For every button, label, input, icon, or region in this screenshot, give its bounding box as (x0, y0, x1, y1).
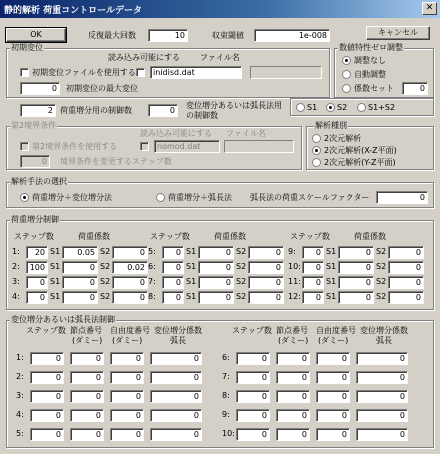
disp-row-id: 2: (16, 372, 24, 381)
load-s2-input[interactable]: 0 (248, 291, 284, 304)
disp-control-input[interactable]: 0 (148, 104, 178, 117)
initial-filename-label: ファイル名 (200, 53, 240, 62)
load-s2-label: S2 (236, 292, 247, 301)
load-s1-label: S1 (186, 262, 197, 271)
load-s1-label: S1 (186, 247, 197, 256)
load-step-header: ステップ数 (150, 232, 190, 241)
load-s1-label: S1 (186, 277, 197, 286)
disp-step-input[interactable]: 0 (30, 409, 64, 422)
load-s2-input[interactable]: 0 (112, 276, 148, 289)
disp-coef-input[interactable]: 0 (150, 390, 202, 403)
adjust-coef-input[interactable]: 0 (402, 82, 428, 95)
load-s1-label: S1 (326, 292, 337, 301)
disp-step-header: ステップ数 (26, 326, 66, 335)
method-arc-radio[interactable] (156, 193, 165, 202)
load-row-id: 6: (148, 262, 156, 271)
use-initial-file-checkbox[interactable] (20, 68, 29, 77)
load-row-id: 10: (288, 262, 301, 271)
initial-browse-field[interactable] (250, 66, 322, 79)
disp-dof-input[interactable]: 0 (316, 390, 350, 403)
load-row-id: 8: (148, 292, 156, 301)
load-row-id: 3: (12, 277, 20, 286)
disp-row-id: 3: (16, 391, 24, 400)
load-row-id: 7: (148, 277, 156, 286)
disp-node-input[interactable]: 0 (70, 352, 104, 365)
load-s1-input[interactable]: 0 (198, 246, 234, 259)
load-step-input[interactable]: 0 (302, 291, 324, 304)
s2-radio[interactable] (326, 103, 335, 112)
initial-max-label: 初期変位の最大変位 (66, 84, 138, 93)
cancel-button[interactable]: キャンセル (366, 26, 430, 40)
disp-dof-input[interactable]: 0 (110, 390, 144, 403)
disp-row-id: 9: (222, 410, 230, 419)
load-coef-header: 荷重係数 (78, 232, 110, 241)
analysis-title: 解析種別 (315, 121, 347, 130)
load-row-id: 11: (288, 277, 301, 286)
load-s2-input[interactable]: 0.02 (112, 261, 148, 274)
load-row-id: 12: (288, 292, 301, 301)
load-s2-input[interactable]: 0 (388, 261, 424, 274)
load-s2-label: S2 (376, 262, 387, 271)
load-step-input[interactable]: 0 (26, 276, 48, 289)
initial-max-input[interactable]: 0 (20, 82, 60, 95)
load-s2-label: S2 (236, 262, 247, 271)
load-s1-input[interactable]: 0.05 (62, 246, 98, 259)
disp-row-id: 6: (222, 353, 230, 362)
load-s2-input[interactable]: 0 (248, 276, 284, 289)
load-step-input[interactable]: 0 (302, 276, 324, 289)
analysis-xz-label: 2次元解析(X-Z平面) (324, 146, 397, 155)
s1s2-radio[interactable] (357, 103, 366, 112)
load-s1-label: S1 (326, 262, 337, 271)
disp-step-header: ステップ数 (232, 326, 272, 335)
load-step-input[interactable]: 0 (302, 246, 324, 259)
analysis-yz-label: 2次元解析(Y-Z平面) (324, 158, 396, 167)
load-row-id: 1: (12, 247, 20, 256)
method-arc-label: 荷重増分＋弧長法 (168, 193, 232, 202)
initial-filename-input[interactable]: inidisd.dat (150, 66, 242, 79)
load-step-input[interactable]: 0 (302, 261, 324, 274)
window-title: 静的解析 荷重コントロールデータ (4, 6, 142, 16)
iter-input[interactable]: 10 (148, 29, 188, 42)
disp-row-id: 5: (16, 429, 24, 438)
disp-coef-input[interactable]: 0 (150, 409, 202, 422)
disp-coef-input[interactable]: 0 (356, 352, 408, 365)
load-row-id: 2: (12, 262, 20, 271)
use-second-checkbox[interactable] (20, 142, 29, 151)
disp-step-input[interactable]: 0 (236, 390, 270, 403)
disp-node-header: 節点番号 (276, 326, 308, 335)
load-s1-label: S1 (50, 292, 61, 301)
load-s1-label: S1 (326, 277, 337, 286)
disp-step-input[interactable]: 0 (236, 352, 270, 365)
disp-dof-input[interactable]: 0 (316, 428, 350, 441)
load-step-input[interactable]: 0 (162, 246, 184, 259)
load-s1-input[interactable]: 0 (62, 276, 98, 289)
load-control-label: 荷重増分用の制御数 (60, 106, 132, 115)
load-s2-label: S2 (100, 247, 111, 256)
load-step-header: ステップ数 (290, 232, 330, 241)
load-s2-input[interactable]: 0 (388, 276, 424, 289)
adjust-auto-label: 自動調整 (354, 70, 386, 79)
load-s1-input[interactable]: 0 (198, 261, 234, 274)
disp-coef-input[interactable]: 0 (356, 409, 408, 422)
disp-coef-sub: 弧長 (170, 336, 186, 345)
load-s1-input[interactable]: 0 (338, 261, 374, 274)
initial-title: 初期変位 (11, 43, 43, 52)
disp-dof-input[interactable]: 0 (110, 352, 144, 365)
disp-node-sub: (ダミー) (278, 336, 309, 345)
adjust-none-label: 調整なし (354, 56, 386, 65)
disp-coef-input[interactable]: 0 (356, 428, 408, 441)
load-s2-label: S2 (376, 277, 387, 286)
load-s1-input[interactable]: 0 (338, 246, 374, 259)
disp-coef-input[interactable]: 0 (150, 371, 202, 384)
disp-node-input[interactable]: 0 (276, 352, 310, 365)
method-title: 解析手法の選択 (11, 177, 67, 186)
disp-node-input[interactable]: 0 (70, 371, 104, 384)
load-s2-input[interactable]: 0 (248, 246, 284, 259)
disp-dof-input[interactable]: 0 (316, 352, 350, 365)
load-s2-input[interactable]: 0 (112, 246, 148, 259)
method-disp-radio[interactable] (20, 193, 29, 202)
disp-row-id: 4: (16, 410, 24, 419)
load-step-input[interactable]: 0 (162, 276, 184, 289)
load-s2-label: S2 (100, 262, 111, 271)
load-s1-input[interactable]: 0 (198, 276, 234, 289)
load-s2-label: S2 (236, 247, 247, 256)
disp-dof-sub: (ダミー) (112, 336, 143, 345)
disp-step-input[interactable]: 0 (30, 352, 64, 365)
second-browse-field[interactable] (224, 140, 294, 153)
load-step-input[interactable]: 0 (26, 291, 48, 304)
disp-node-input[interactable]: 0 (70, 390, 104, 403)
load-s1-input[interactable]: 0 (198, 291, 234, 304)
analysis-2d-label: 2次元解析 (324, 134, 362, 143)
use-initial-file-label: 初期変位ファイルを使用する (32, 68, 136, 77)
s1s2-label: S1+S2 (368, 103, 396, 112)
disp-node-input[interactable]: 0 (276, 390, 310, 403)
load-step-input[interactable]: 0 (162, 291, 184, 304)
disp-step-input[interactable]: 0 (236, 371, 270, 384)
ok-button[interactable]: OK (6, 28, 66, 42)
disp-step-input[interactable]: 0 (30, 371, 64, 384)
load-control-input[interactable]: 2 (20, 104, 56, 117)
disp-step-input[interactable]: 0 (30, 390, 64, 403)
disp-title: 変位増分あるいは弧長法制御 (11, 315, 115, 324)
load-row-id: 5: (148, 247, 156, 256)
disp-node-sub: (ダミー) (72, 336, 103, 345)
adjust-title: 数値特性ゼロ調整 (339, 43, 403, 52)
disp-dof-input[interactable]: 0 (110, 371, 144, 384)
iter-label: 反復最大回数 (88, 31, 136, 40)
initial-readable-label: 読み込み可能にする (108, 53, 180, 62)
load-title: 荷重増分制御 (11, 215, 59, 224)
load-s1-label: S1 (50, 262, 61, 271)
load-s2-input[interactable]: 0 (248, 261, 284, 274)
load-s2-label: S2 (236, 277, 247, 286)
use-second-label: 第2境界条件を使用する (32, 142, 118, 151)
disp-node-input[interactable]: 0 (276, 428, 310, 441)
load-s1-label: S1 (50, 247, 61, 256)
disp-coef-header: 変位増分係数 (154, 326, 202, 335)
disp-dof-input[interactable]: 0 (110, 409, 144, 422)
disp-step-input[interactable]: 0 (30, 428, 64, 441)
initial-readable-checkbox[interactable] (136, 68, 145, 77)
load-step-input[interactable]: 100 (26, 261, 48, 274)
disp-step-input[interactable]: 0 (236, 409, 270, 422)
load-s2-label: S2 (376, 292, 387, 301)
load-step-input[interactable]: 0 (162, 261, 184, 274)
disp-coef-input[interactable]: 0 (150, 428, 202, 441)
disp-dof-input[interactable]: 0 (316, 371, 350, 384)
adjust-coef-label: 係数セット (354, 84, 394, 93)
second-step-label: 境界条件を変更するステップ数 (60, 157, 172, 166)
load-coef-header: 荷重係数 (354, 232, 386, 241)
disp-dof-header: 自由度番号 (316, 326, 356, 335)
disp-coef-input[interactable]: 0 (356, 371, 408, 384)
disp-coef-sub: 弧長 (376, 336, 392, 345)
load-s2-label: S2 (100, 277, 111, 286)
load-s1-input[interactable]: 0 (338, 291, 374, 304)
load-row-id: 9: (288, 247, 296, 256)
load-s2-label: S2 (376, 247, 387, 256)
load-s2-input[interactable]: 0 (388, 246, 424, 259)
analysis-2d-radio[interactable] (312, 134, 321, 143)
conv-input[interactable]: 1e-008 (254, 29, 330, 42)
load-s1-label: S1 (50, 277, 61, 286)
load-row-id: 4: (12, 292, 20, 301)
disp-row-id: 1: (16, 353, 24, 362)
disp-dof-header: 自由度番号 (110, 326, 150, 335)
conv-label: 収束閾値 (212, 31, 244, 40)
load-s1-input[interactable]: 0 (62, 291, 98, 304)
load-step-header: ステップ数 (14, 232, 54, 241)
load-s1-input[interactable]: 0 (338, 276, 374, 289)
adjust-coef-radio[interactable] (342, 84, 351, 93)
load-coef-header: 荷重係数 (214, 232, 246, 241)
disp-dof-input[interactable]: 0 (110, 428, 144, 441)
disp-dof-input[interactable]: 0 (316, 409, 350, 422)
load-s1-label: S1 (326, 247, 337, 256)
disp-coef-input[interactable]: 0 (150, 352, 202, 365)
disp-node-input[interactable]: 0 (70, 409, 104, 422)
method-disp-label: 荷重増分＋変位増分法 (32, 193, 112, 202)
disp-node-input[interactable]: 0 (276, 409, 310, 422)
second-readable-checkbox[interactable] (140, 142, 149, 151)
load-s2-label: S2 (100, 292, 111, 301)
load-step-input[interactable]: 20 (26, 246, 48, 259)
second-filename-label: ファイル名 (226, 129, 266, 138)
disp-node-input[interactable]: 0 (276, 371, 310, 384)
disp-row-id: 8: (222, 391, 230, 400)
s2-label: S2 (337, 103, 348, 112)
second-filename-input[interactable]: nomod.dat (154, 140, 220, 153)
second-step-input[interactable]: 0 (20, 155, 50, 168)
close-button[interactable]: ✕ (422, 2, 437, 15)
disp-step-input[interactable]: 0 (236, 428, 270, 441)
s1-radio[interactable] (296, 103, 305, 112)
load-s2-input[interactable]: 0 (112, 291, 148, 304)
second-readable-label: 読み込み可能にする (140, 129, 212, 138)
disp-node-input[interactable]: 0 (70, 428, 104, 441)
disp-row-id: 10: (222, 429, 235, 438)
factor-input[interactable]: 0 (376, 191, 428, 204)
adjust-auto-radio[interactable] (342, 70, 351, 79)
load-s1-input[interactable]: 0 (62, 261, 98, 274)
second-title: 第2境界条件 (11, 121, 57, 130)
adjust-none-radio[interactable] (342, 56, 351, 65)
load-s1-label: S1 (186, 292, 197, 301)
disp-dof-sub: (ダミー) (318, 336, 349, 345)
load-s2-input[interactable]: 0 (388, 291, 424, 304)
disp-coef-input[interactable]: 0 (356, 390, 408, 403)
disp-control-label: 変位増分あるいは弧長法用の制御数 (186, 101, 282, 120)
analysis-yz-radio[interactable] (312, 158, 321, 167)
s1-label: S1 (307, 103, 318, 112)
disp-row-id: 7: (222, 372, 230, 381)
factor-label: 弧長法の荷重スケールファクター (250, 193, 370, 202)
analysis-xz-radio[interactable] (312, 146, 321, 155)
disp-node-header: 節点番号 (70, 326, 102, 335)
disp-coef-header: 変位増分係数 (360, 326, 408, 335)
title-bar (0, 0, 440, 18)
